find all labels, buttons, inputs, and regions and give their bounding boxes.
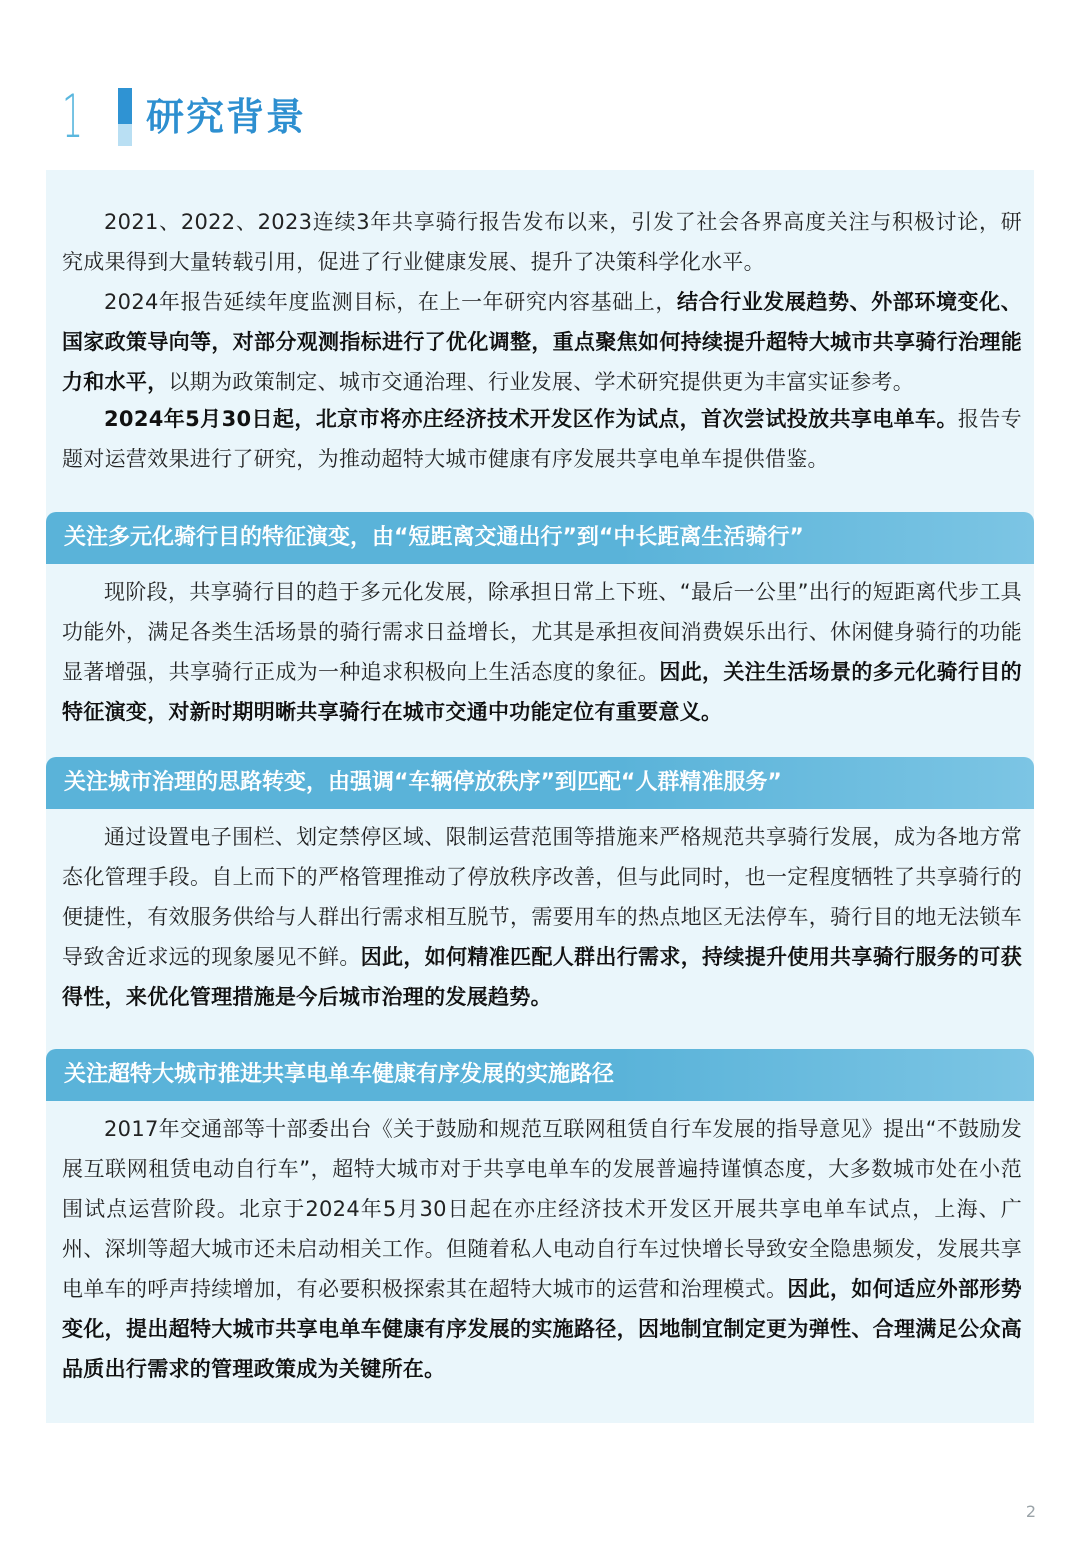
topic-heading-2 — [46, 757, 1034, 809]
topic-paragraph-3: 2017年交通部等十部委出台《关于鼓励和规范互联网租赁自行车发展的指导意见》提出“不鼓励发展互联网租赁电动自行车”，超特大城市对于共享电单车的发展普遍持谨慎态度，大多数城市处在小范围试点运营阶段。北京于2024年5月30日起在亦庄经济技术开发区开展共享电单车试点，上海、广州、深圳等超大城市还未启动相关工作。但随着私人电动自行车过快增长导致安全隐患频发，发展共享电单车的呼声持续增加，有必要积极探索其在超特大城市的运营和治理模式。因此，如何适应外部形势变化，提出超特大城市共享电单车健康有序发展的实施路径，因地制宜制定更为弹性、合理满足公众高品质出行需求的管理政策成为关键所在。 — [62, 1117, 1022, 1381]
topic-heading-3-text: 关注超特大城市推进共享电单车健康有序发展的实施路径 — [64, 1062, 615, 1087]
intro-paragraph-2: 2024年报告延续年度监测目标，在上一年研究内容基础上，结合行业发展趋势、外部环境变化、国家政策导向等，对部分观测指标进行了优化调整，重点聚焦如何持续提升超特大城市共享骑行治理能力和水平，以期为政策制定、城市交通治理、行业发展、学术研究提供更为丰富实证参考。 — [62, 290, 1022, 394]
intro-paragraph-1: 2021、2022、2023连续3年共享骑行报告发布以来，引发了社会各界高度关注与积极讨论，研究成果得到大量转载引用，促进了行业健康发展、提升了决策科学化水平。 — [62, 210, 1022, 274]
section-number: 1 — [62, 82, 84, 152]
topic-heading-2-text: 关注城市治理的思路转变，由强调“车辆停放秩序”到匹配“人群精准服务” — [64, 770, 782, 795]
section-title: 研究背景 — [146, 95, 307, 139]
content-panel — [46, 170, 1034, 1423]
topic-heading-1-text: 关注多元化骑行目的特征演变，由“短距离交通出行”到“中长距离生活骑行” — [64, 525, 804, 550]
topic-paragraph-1: 现阶段，共享骑行目的趋于多元化发展，除承担日常上下班、“最后一公里”出行的短距离代步工具功能外，满足各类生活场景的骑行需求日益增长，尤其是承担夜间消费娱乐出行、休闲健身骑行的功能显著增强，共享骑行正成为一种追求积极向上生活态度的象征。因此，关注生活场景的多元化骑行目的特征演变，对新时期明晰共享骑行在城市交通中功能定位有重要意义。 — [62, 580, 1022, 724]
topic-heading-3 — [46, 1049, 1034, 1101]
intro-paragraph-3: 2024年5月30日起，北京市将亦庄经济技术开发区作为试点，首次尝试投放共享电单车。报告专题对运营效果进行了研究，为推动超特大城市健康有序发展共享电单车提供借鉴。 — [62, 407, 1022, 471]
page-number: 2 — [1025, 1502, 1036, 1521]
topic-heading-1 — [46, 512, 1034, 564]
topic-paragraph-2: 通过设置电子围栏、划定禁停区域、限制运营范围等措施来严格规范共享骑行发展，成为各地方常态化管理手段。自上而下的严格管理推动了停放秩序改善，但与此同时，也一定程度牺牲了共享骑行的便捷性，有效服务供给与人群出行需求相互脱节，需要用车的热点地区无法停车，骑行目的地无法锁车导致舍近求远的现象屡见不鲜。因此，如何精准匹配人群出行需求，持续提升使用共享骑行服务的可获得性，来优化管理措施是今后城市治理的发展趋势。 — [62, 825, 1023, 1009]
section-accent-bar — [118, 88, 132, 146]
